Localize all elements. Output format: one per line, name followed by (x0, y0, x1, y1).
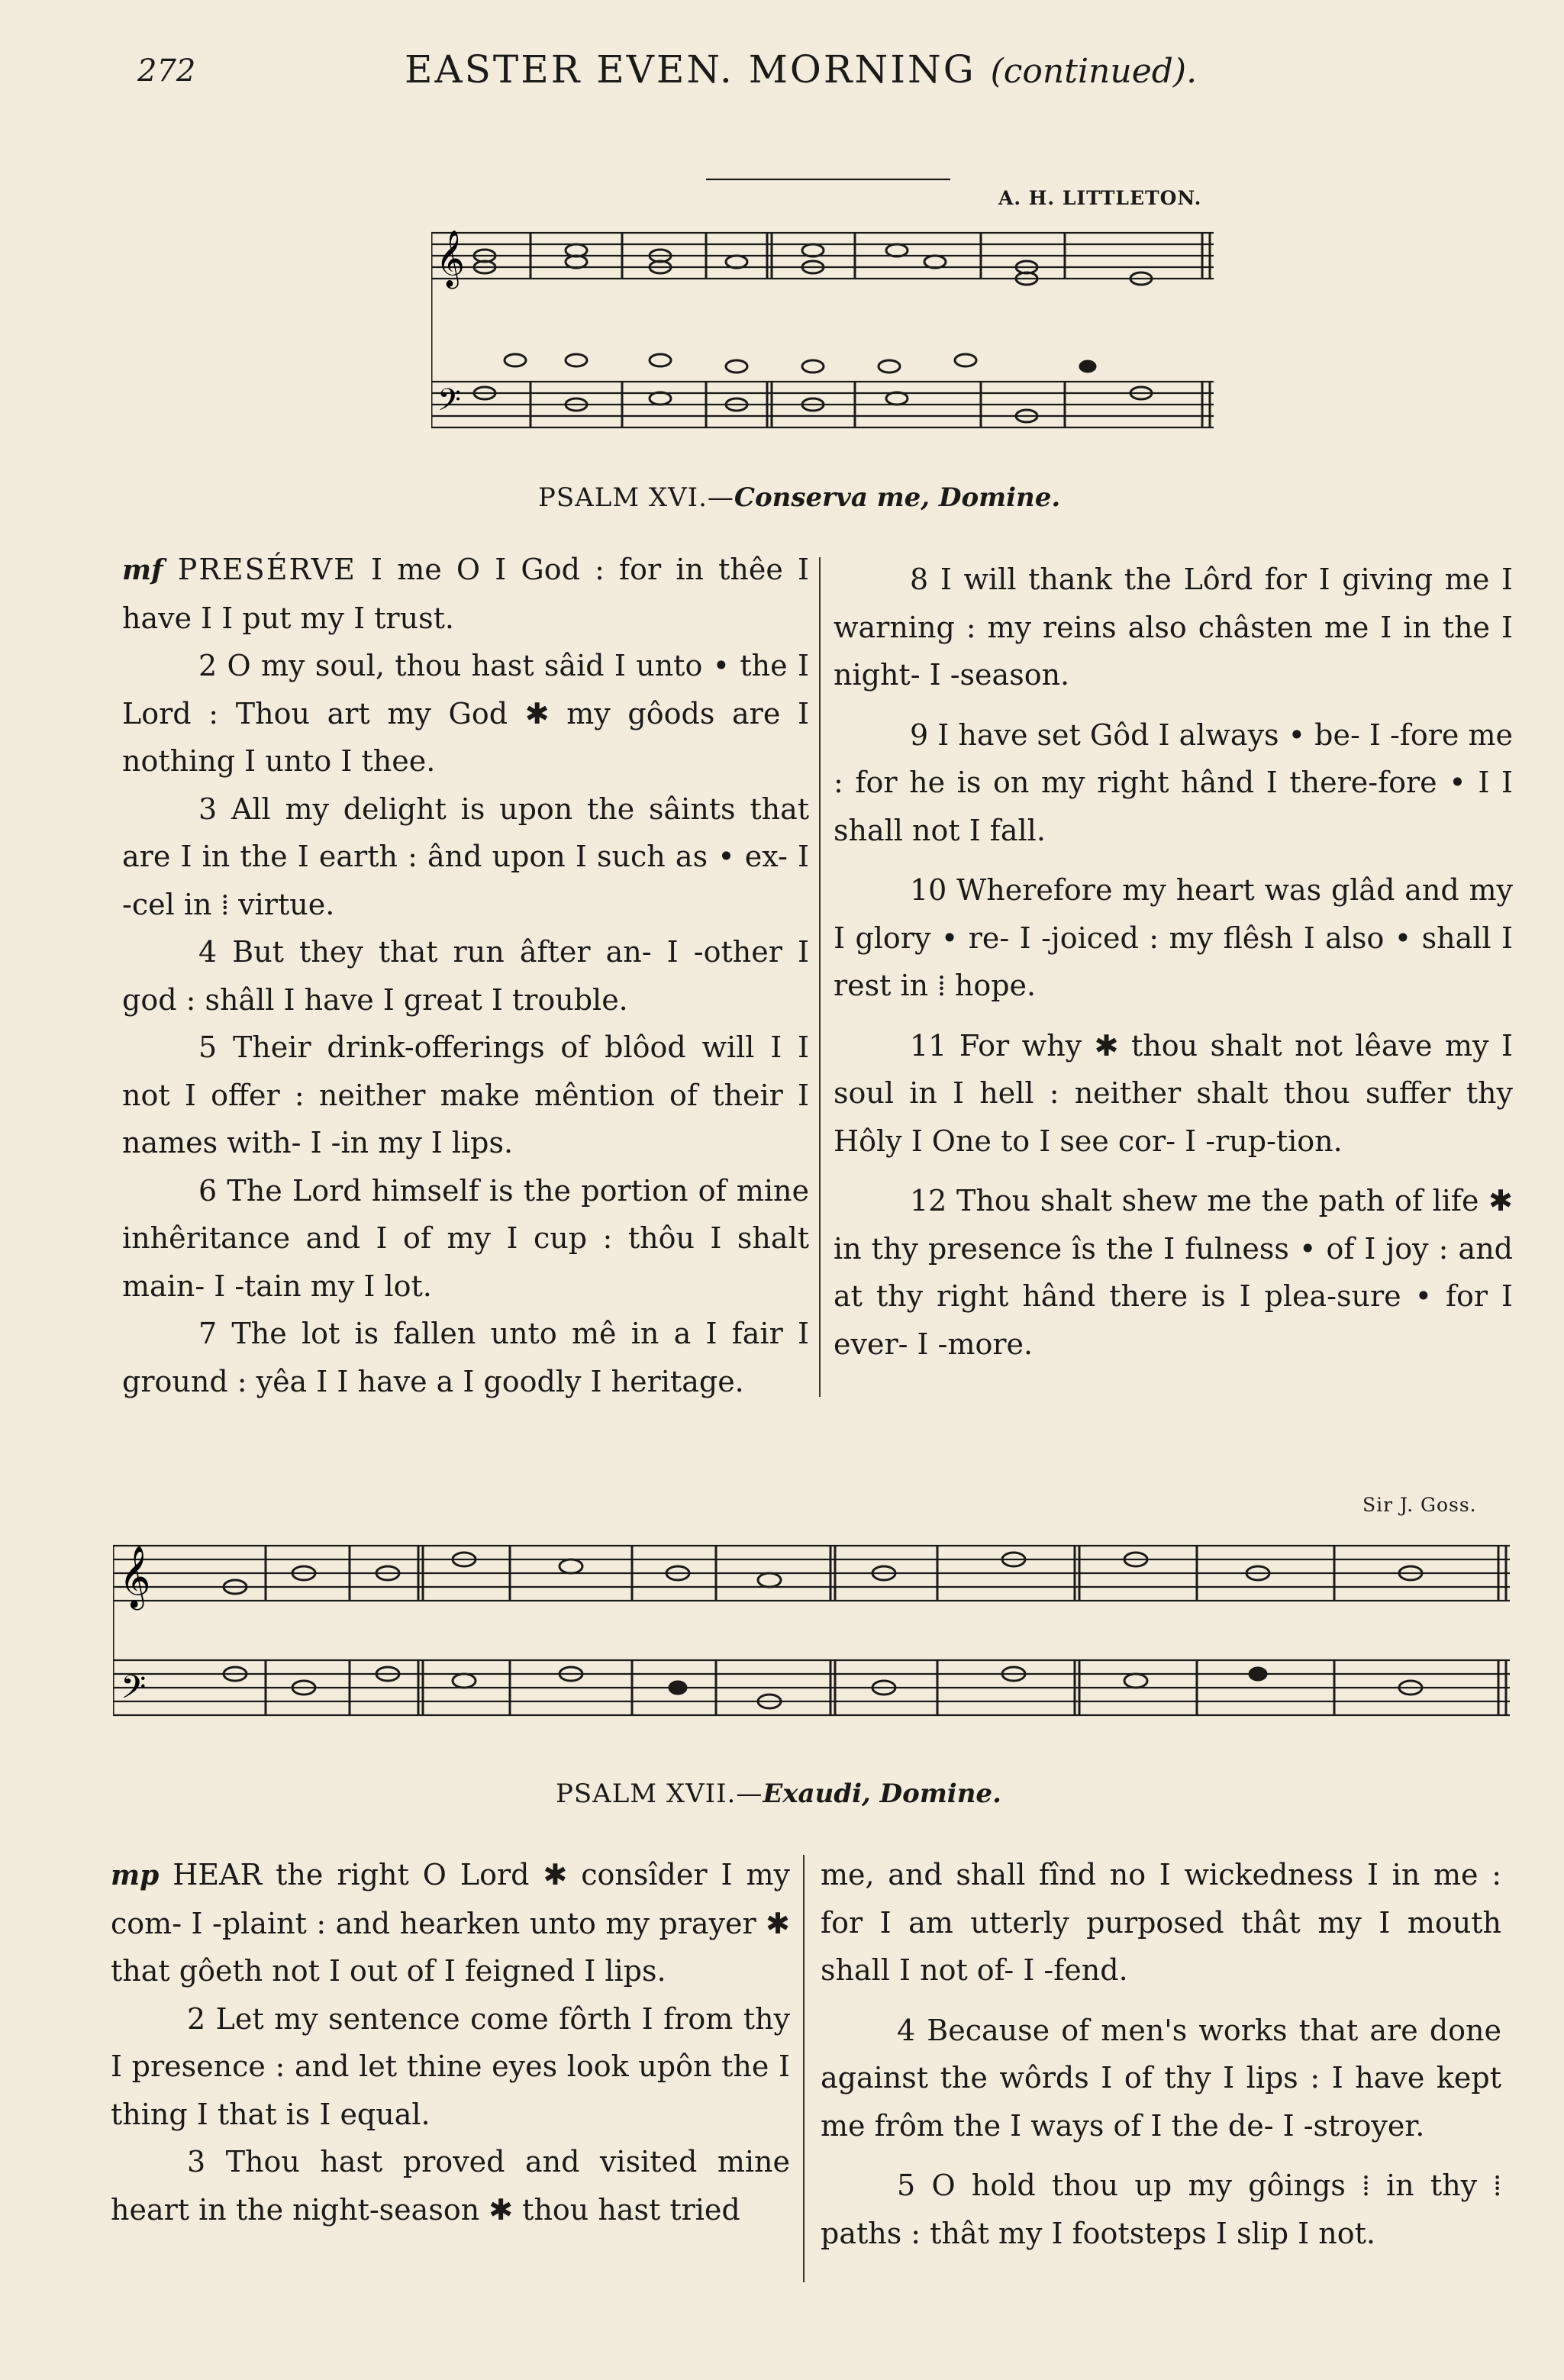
barlines (266, 1546, 1506, 1715)
running-head-title: EASTER EVEN. MORNING (405, 47, 991, 92)
chant-2-notes (224, 1553, 1422, 1708)
chant-1-notes (474, 244, 1152, 422)
verse: 3 All my delight is upon the sâints that are I in the I earth : ând upon I such as • ex- I -cel in ⁞ virtue. (122, 792, 809, 921)
verse: 5 O hold thou up my gôings ⁞ in thy ⁞ paths : thât my I footsteps I slip I not. (821, 2169, 1501, 2250)
psalm-17-left-column (111, 1851, 790, 2233)
column-divider (819, 557, 821, 1397)
page-header (130, 47, 1504, 101)
barlines (530, 233, 1210, 427)
verse: 4 Because of men's works that are done against the wôrds I of thy I lips : I have kept me frôm the I ways of I the de- I -stroyer. (821, 2013, 1501, 2143)
psalm-17-title (556, 1779, 1001, 1809)
psalm-17-latin: Exaudi, Domine. (763, 1779, 1001, 1809)
chant-2-composer: Sir J. Goss. (1362, 1494, 1477, 1516)
treble-staff (431, 233, 1214, 279)
verse: 2 O my soul, thou hast sâid I unto • the I Lord : Thou art my God ✱ my gôods are I nothing I unto I thee. (122, 649, 809, 778)
verse: 3 Thou hast proved and visited mine heart in the night-season ✱ thou hast tried (111, 2145, 790, 2227)
verse: 5 Their drink-offerings of blôod will I I not I offer : neither make mêntion of their I names with- I -in my I lips. (122, 1030, 809, 1159)
dynamic-mark: mf (122, 554, 163, 586)
verse: 11 For why ✱ thou shalt not lêave my I soul in I hell : neither shalt thou suffer thy Hôly I One to I see cor- I -rup-tion. (834, 1028, 1513, 1158)
psalm-16-right-column (834, 556, 1513, 1368)
psalm-17-right-column (821, 1851, 1501, 2257)
svg-text:𝄢: 𝄢 (121, 1669, 147, 1714)
verse: 8 I will thank the Lôrd for I giving me I warning : my reins also châsten me I in the I night- I -season. (834, 563, 1513, 692)
psalm-16-number: PSALM XVI.— (538, 482, 734, 513)
psalm-16-left-column (122, 546, 809, 1405)
verse: 7 The lot is fallen unto mê in a I fair I ground : yêa I I have a I goodly I heritage. (122, 1317, 809, 1398)
verse: 2 Let my sentence come fôrth I from thy I presence : and let thine eyes look upôn the I thing I that is I equal. (111, 2001, 790, 2131)
verse: I me O I God : for in thêe I have I I put my I trust. (122, 553, 809, 635)
psalm-16-title (538, 482, 1060, 513)
running-head (405, 47, 1197, 92)
chant-1-composer: A. H. LITTLETON. (998, 187, 1202, 209)
verse: 4 But they that run âfter an- I -other I god : shâll I have I great I trouble. (122, 935, 809, 1017)
verse: 10 Wherefore my heart was glâd and my I glory • re- I -joiced : my flêsh I also • shall I rest in ⁞ hope. (834, 873, 1513, 1002)
page-number: 272 (137, 53, 196, 89)
dynamic-mark: mp (111, 1859, 160, 1891)
verse: me, and shall fînd no I wickedness I in me : for I am utterly purposed thât my I mouth shall I not of- I -fend. (821, 1858, 1501, 1987)
svg-text:𝄞: 𝄞 (436, 231, 465, 287)
column-divider (803, 1855, 805, 2282)
chant-1-score (431, 160, 1214, 450)
initial-word: PRESÉRVE (177, 553, 356, 586)
verse: 12 Thou shalt shew me the path of life ✱ in thy presence îs the I fulness • of I joy : and at thy right hând there is I plea-sure • for I ever- I -more. (834, 1184, 1513, 1361)
bass-staff (113, 1660, 1510, 1715)
treble-staff (113, 1546, 1510, 1601)
chant-2-score (113, 1515, 1510, 1744)
psalm-17-number: PSALM XVII.— (556, 1779, 763, 1809)
verse: HEAR the right O Lord ✱ consîder I my com- I -plaint : and hearken unto my prayer ✱ that gôeth not I out of I feigned I lips. (111, 1858, 790, 1988)
svg-text:𝄢: 𝄢 (437, 382, 461, 425)
svg-text:𝄞: 𝄞 (119, 1545, 151, 1608)
verse: 9 I have set Gôd I always • be- I -fore me : for he is on my right hând I there-fore • I I shall not I fall. (834, 718, 1513, 847)
psalm-16-latin: Conserva me, Domine. (734, 482, 1061, 513)
verse: 6 The Lord himself is the portion of mine inhêritance and I of my I cup : thôu I shalt main- I -tain my I lot. (122, 1173, 809, 1303)
running-head-continued: (continued). (990, 52, 1198, 91)
